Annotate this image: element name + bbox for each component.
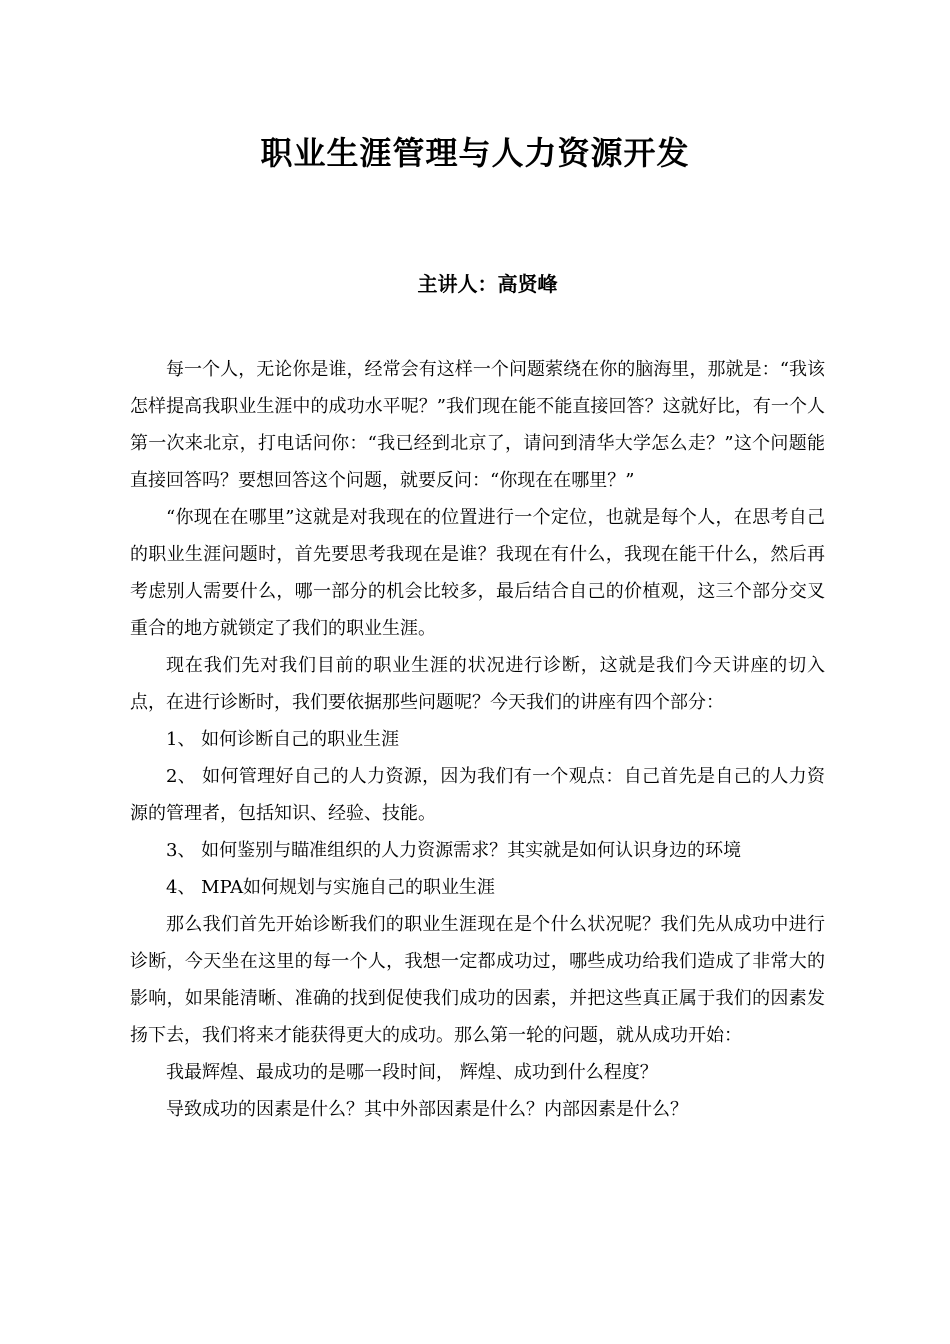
document-title: 职业生涯管理与人力资源开发 bbox=[260, 134, 690, 172]
list-item: 2、 如何管理好自己的人力资源，因为我们有一个观点：自己首先是自己的人力资源的管理者，包括知识、经验、技能。 bbox=[130, 766, 825, 824]
paragraph: 现在我们先对我们目前的职业生涯的状况进行诊断，这就是我们今天讲座的切入点，在进行诊断时，我们要依据那些问题呢？今天我们的讲座有四个部分： bbox=[130, 655, 825, 713]
paragraph: “你现在在哪里”这就是对我现在的位置进行一个定位，也就是每个人，在思考自己的职业生涯问题时，首先要思考我现在是谁？我现在有什么，我现在能干什么，然后再考虑别人需要什么，哪一部分的机会比较多，最后结合自己的价植观，这三个部分交叉重合的地方就锁定了我们的职业生涯。 bbox=[130, 507, 825, 639]
paragraph: 导致成功的因素是什么？其中外部因素是什么？内部因素是什么？ bbox=[166, 1099, 688, 1120]
speaker-line: 主讲人：高贤峰 bbox=[417, 272, 558, 296]
paragraph: 那么我们首先开始诊断我们的职业生涯现在是个什么状况呢？我们先从成功中进行诊断，今天坐在这里的每一个人，我想一定都成功过，哪些成功给我们造成了非常大的影响，如果能清晰、准确的找到促使我们成功的因素，并把这些真正属于我们的因素发扬下去，我们将来才能获得更大的成功。那么第一轮的问题，就从成功开始： bbox=[130, 914, 825, 1046]
paragraph: 我最辉煌、最成功的是哪一段时间， 辉煌、成功到什么程度？ bbox=[166, 1062, 658, 1083]
paragraph: 每一个人，无论你是谁，经常会有这样一个问题萦绕在你的脑海里，那就是：“我该怎样提高我职业生涯中的成功水平呢？”我们现在能不能直接回答？这就好比，有一个人第一次来北京，打电话问你：“我已经到北京了，请问到清华大学怎么走？”这个问题能直接回答吗？要想回答这个问题，就要反问：“你现在在哪里？” bbox=[130, 359, 825, 491]
list-item: 3、 如何鉴别与瞄准组织的人力资源需求？其实就是如何认识身边的环境 bbox=[166, 840, 742, 861]
list-item: 1、 如何诊断自己的职业生涯 bbox=[166, 729, 400, 750]
list-item: 4、 MPA如何规划与实施自己的职业生涯 bbox=[166, 877, 496, 898]
document-body bbox=[130, 351, 825, 1128]
